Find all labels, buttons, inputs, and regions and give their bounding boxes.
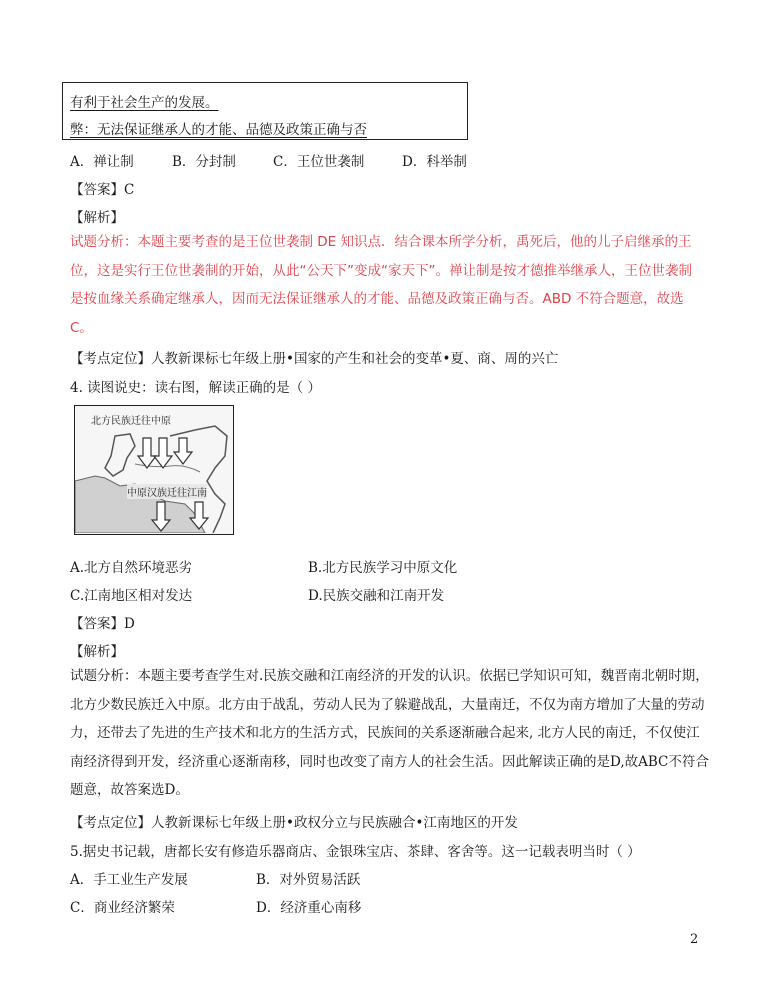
q5-option-c: C．商业经济繁荣	[70, 900, 175, 916]
q4-option-d: D.民族交融和江南开发	[308, 588, 445, 604]
q3-option-b: B．分封制	[172, 154, 236, 170]
q4-option-c: C.江南地区相对发达	[70, 588, 193, 604]
q3-analysis-label: 【解析】	[70, 210, 124, 226]
q5-option-a: A．手工业生产发展	[70, 872, 188, 888]
q3-analysis-text: 试题分析：本题主要考查的是王位世袭制 DE 知识点．结合课本所学分析，禹死后，他的儿子启继承的王位，这是实行王位世袭制的开始，从此“公天下”变成“家天下”。禅让制是按才德推举继承人，王位世袭制是按血缘关系确定继承人，因而无法保证继承人的才能、品德及政策正确与否。ABD 不符合题意，故选C。	[70, 234, 692, 336]
q3-answer: 【答案】C	[70, 182, 135, 198]
q3-option-d: D．科举制	[402, 154, 467, 170]
q4-analysis-label: 【解析】	[70, 644, 124, 660]
migration-map	[74, 405, 234, 535]
q3-option-a: A．禅让制	[70, 154, 134, 170]
q4-option-a: A.北方自然环境恶劣	[70, 560, 193, 576]
q4-answer: 【答案】D	[70, 616, 135, 632]
map-label-north: 北方民族迁往中原	[91, 412, 171, 427]
q5-option-b: B．对外贸易活跃	[256, 872, 361, 888]
box-line-1: 有利于社会生产的发展。	[70, 95, 219, 111]
q5-option-d: D．经济重心南移	[256, 900, 362, 916]
map-label-south: 中原汉族迁往江南	[127, 484, 207, 499]
q4-option-b: B.北方民族学习中原文化	[308, 560, 458, 576]
q3-kaodian: 【考点定位】人教新课标七年级上册•国家的产生和社会的变革•夏、商、周的兴亡	[70, 351, 559, 367]
q4-kaodian: 【考点定位】人教新课标七年级上册•政权分立与民族融合•江南地区的开发	[70, 815, 518, 831]
q4-analysis-text: 试题分析：本题主要考查学生对.民族交融和江南经济的开发的认识。依据已学知识可知，魏晋南北朝时期，北方少数民族迁入中原。北方由于战乱，劳动人民为了躲避战乱，大量南迁，不仅为南方增加了大量的劳动力，还带去了先进的生产技术和北方的生活方式，民族间的关系逐渐融合起来, 北方人民的南迁，不仅使江南经济得到开发，经济重心逐渐南移，同时也改变了南方人的社会生活。因此解读正确的是D,故ABC不符合题意，故答案选D。	[70, 668, 709, 798]
q4-stem: 4. 读图说史：读右图，解读正确的是（ ）	[70, 380, 321, 396]
box-line-2: 弊：无法保证继承人的才能、品德及政策正确与否	[70, 122, 367, 138]
q3-option-c: C．王位世袭制	[273, 154, 365, 170]
excerpt-box	[62, 82, 468, 140]
q5-stem: 5.据史书记载，唐都长安有修造乐器商店、金银珠宝店、茶肆、客舍等。这一记载表明当时（ ）	[70, 844, 641, 860]
page-number: 2	[690, 932, 699, 947]
